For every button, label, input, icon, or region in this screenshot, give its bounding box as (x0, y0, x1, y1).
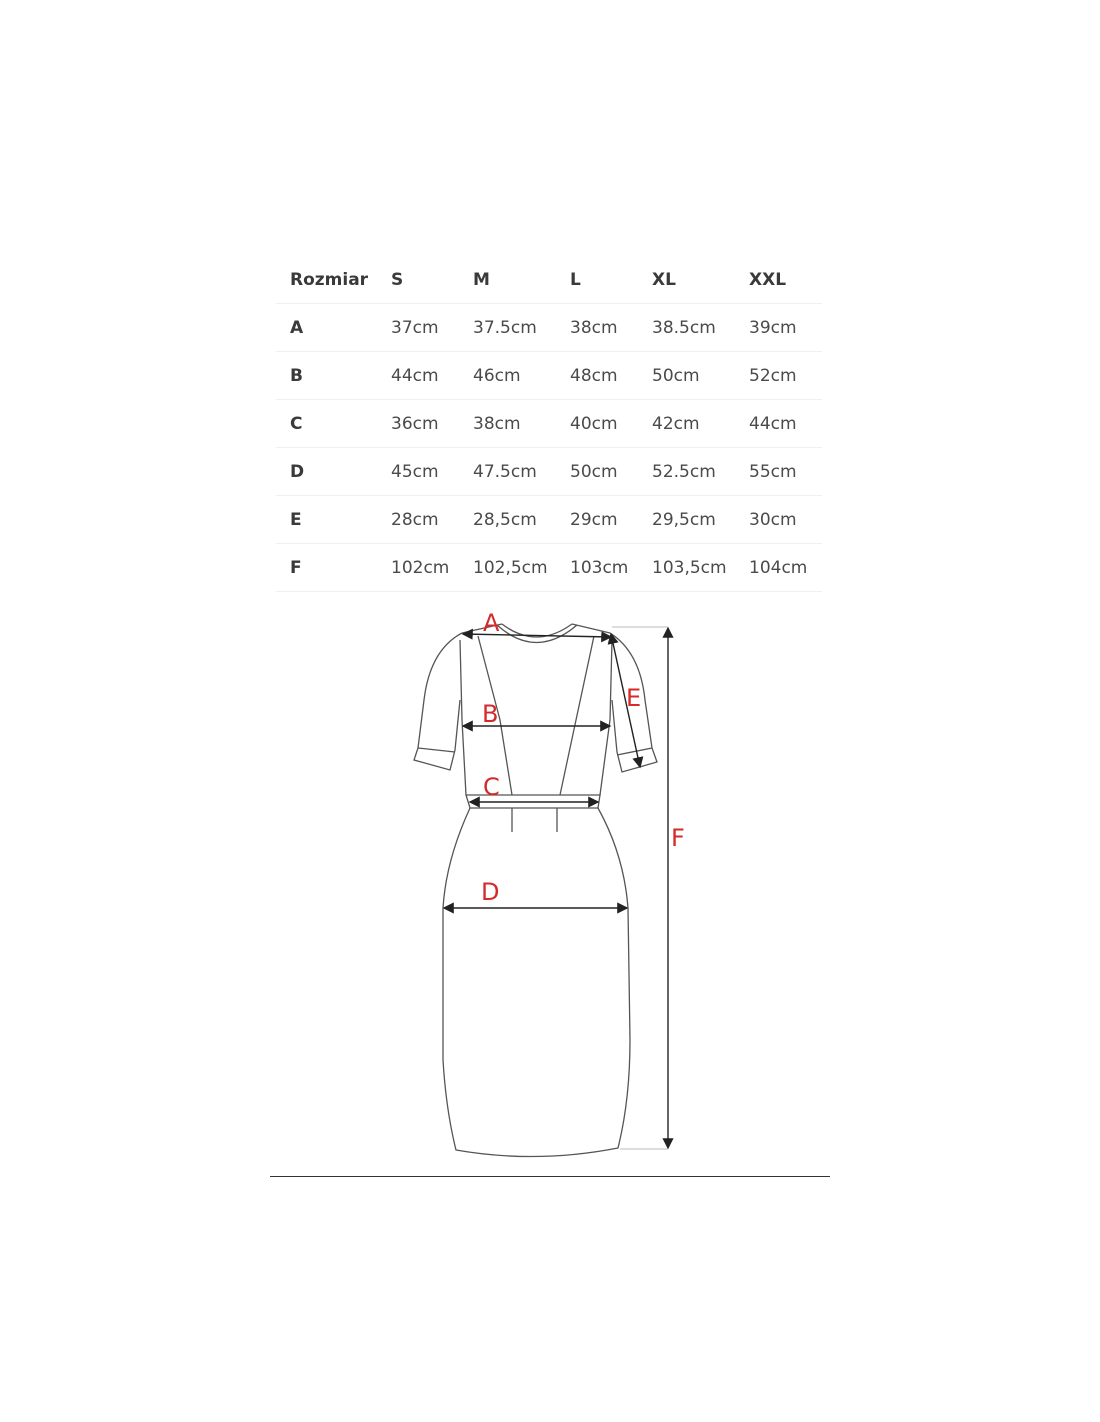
table-cell: 48cm (570, 352, 652, 400)
header-cell-l: L (570, 256, 652, 304)
waistband (466, 795, 600, 808)
table-cell: 38cm (473, 400, 570, 448)
right-cuff (617, 748, 652, 755)
table-row (276, 496, 822, 544)
label-e: E (626, 684, 642, 712)
table-cell: 28cm (391, 496, 473, 544)
neckline-band (497, 625, 577, 643)
table-cell: 36cm (391, 400, 473, 448)
table-cell: 102,5cm (473, 544, 570, 592)
left-shoulder (462, 624, 502, 633)
size-chart-table (276, 256, 822, 592)
table-cell: 104cm (749, 544, 822, 592)
table-cell: 44cm (749, 400, 822, 448)
table-cell: 50cm (652, 352, 749, 400)
table-cell: 40cm (570, 400, 652, 448)
table-row (276, 544, 822, 592)
table-row (276, 352, 822, 400)
table-cell: 42cm (652, 400, 749, 448)
table-cell: 103cm (570, 544, 652, 592)
label-b: B (482, 700, 499, 728)
row-label: D (276, 448, 391, 496)
measurement-labels (481, 609, 685, 906)
left-cuff (418, 748, 455, 752)
right-shoulder (572, 624, 610, 633)
table-cell: 29,5cm (652, 496, 749, 544)
header-cell-s: S (391, 256, 473, 304)
table-row (276, 304, 822, 352)
label-d: D (481, 878, 500, 906)
left-sleeve (414, 633, 462, 770)
table-cell: 46cm (473, 352, 570, 400)
measurement-lines (444, 627, 668, 1149)
row-label: C (276, 400, 391, 448)
bottom-divider (270, 1176, 830, 1177)
table-cell: 38.5cm (652, 304, 749, 352)
table-cell: 52cm (749, 352, 822, 400)
neckline (502, 624, 572, 637)
dress-outline (414, 624, 657, 1157)
table-cell: 102cm (391, 544, 473, 592)
table-cell: 50cm (570, 448, 652, 496)
table-cell: 47.5cm (473, 448, 570, 496)
row-label: B (276, 352, 391, 400)
bodice-right-panel (560, 636, 594, 795)
table-cell: 29cm (570, 496, 652, 544)
label-c: C (483, 773, 500, 801)
table-cell: 28,5cm (473, 496, 570, 544)
header-cell-xxl: XXL (749, 256, 822, 304)
table-cell: 55cm (749, 448, 822, 496)
row-label: A (276, 304, 391, 352)
bodice-left-panel (478, 636, 512, 795)
table-cell: 44cm (391, 352, 473, 400)
header-cell-xl: XL (652, 256, 749, 304)
row-label: F (276, 544, 391, 592)
skirt (443, 808, 630, 1157)
measure-line-a (463, 634, 611, 637)
header-cell-m: M (473, 256, 570, 304)
bodice-left-side (460, 640, 466, 795)
measure-line-e (611, 634, 640, 767)
label-f: F (671, 824, 685, 852)
table-cell: 45cm (391, 448, 473, 496)
row-label: E (276, 496, 391, 544)
right-sleeve (610, 633, 657, 772)
label-a: A (483, 609, 500, 637)
table-cell: 37cm (391, 304, 473, 352)
table-cell: 39cm (749, 304, 822, 352)
table-cell: 38cm (570, 304, 652, 352)
table-cell: 30cm (749, 496, 822, 544)
table-row (276, 400, 822, 448)
table-cell: 37.5cm (473, 304, 570, 352)
size-header-row (276, 256, 822, 304)
table-row (276, 448, 822, 496)
header-cell-size: Rozmiar (276, 256, 391, 304)
bodice-right-side (600, 640, 612, 795)
table-cell: 52.5cm (652, 448, 749, 496)
table-cell: 103,5cm (652, 544, 749, 592)
